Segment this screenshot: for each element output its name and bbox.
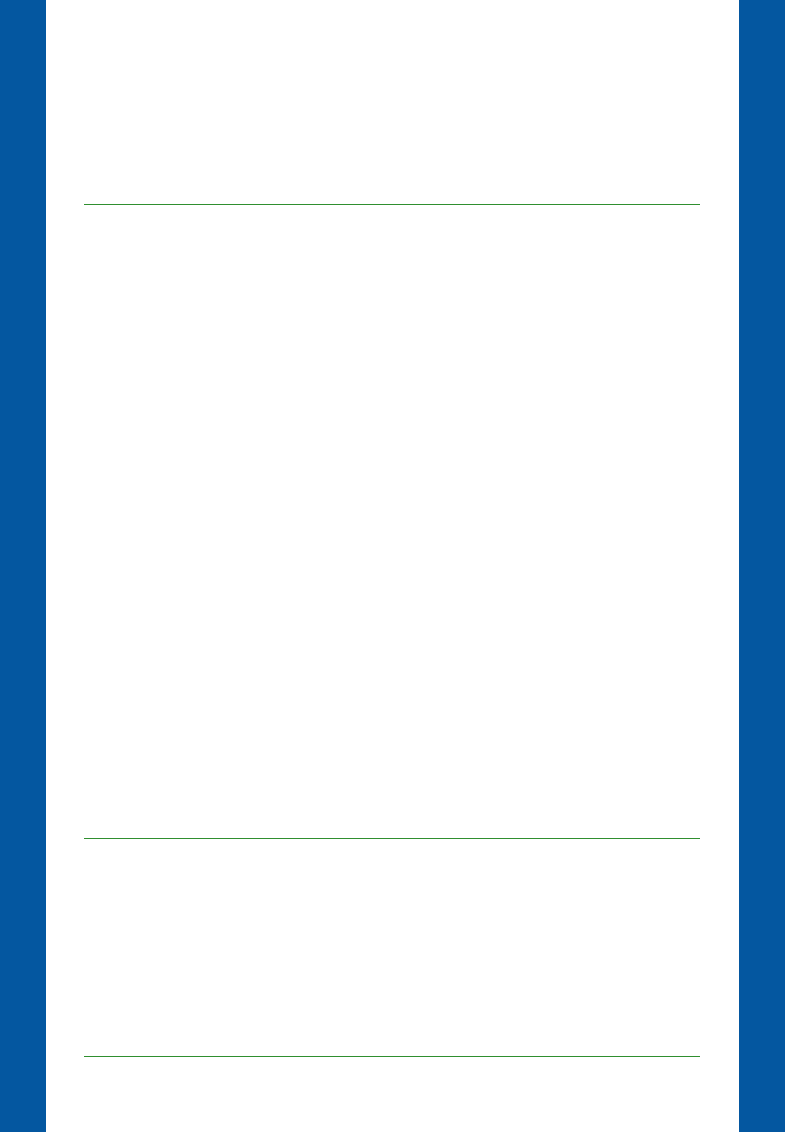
- section-club-sandwiches: [84, 1006, 700, 1061]
- section-title: [84, 154, 700, 180]
- section-grill-cheese: [84, 788, 700, 843]
- section-18-chicken-breast: [84, 154, 700, 209]
- section-items: [105, 839, 700, 843]
- section-items: [105, 205, 700, 209]
- section-description: [84, 814, 700, 832]
- section-items: [105, 1057, 700, 1061]
- section-description: [84, 1032, 700, 1050]
- section-title: [84, 788, 700, 814]
- section-description: [84, 180, 700, 198]
- section-title: [84, 1006, 700, 1032]
- menu-page: [46, 0, 739, 1132]
